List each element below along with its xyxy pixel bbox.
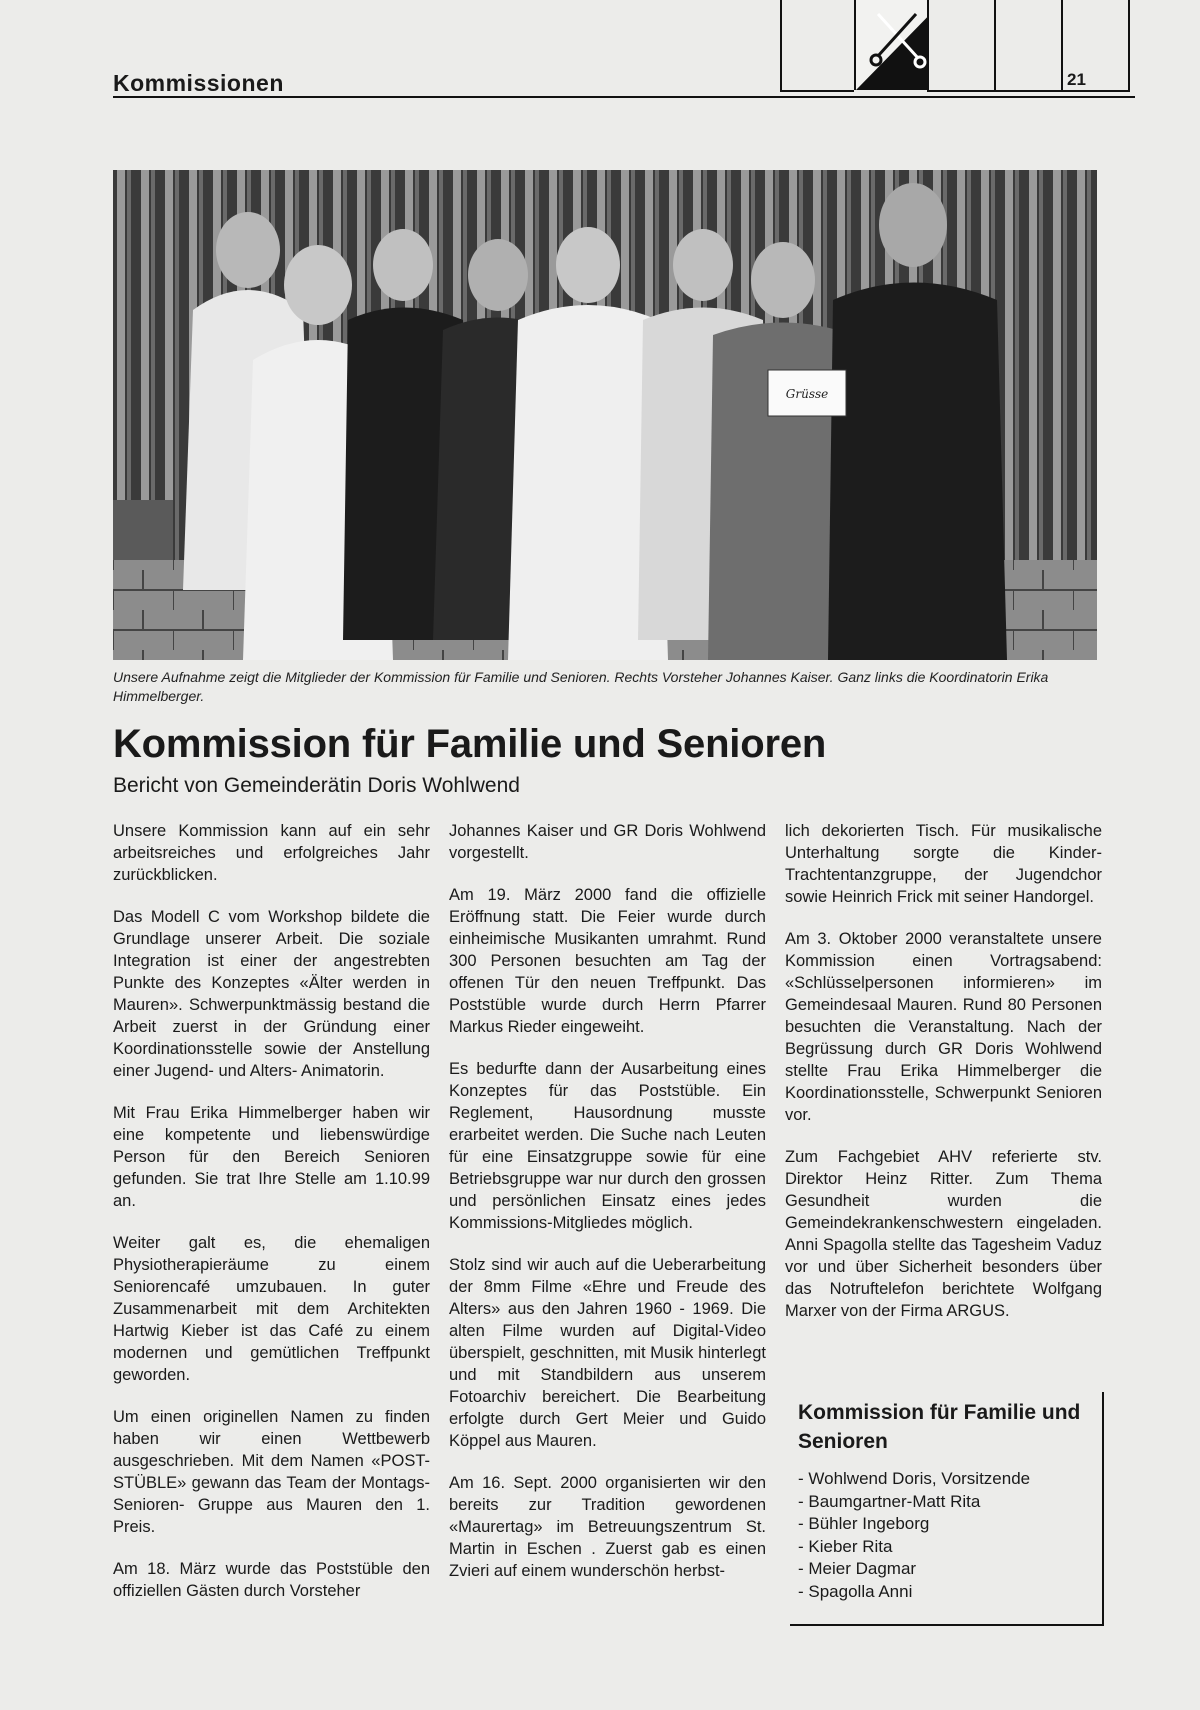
paragraph: Das Modell C vom Workshop bildete die Grundlage unserer Arbeit. Die soziale Integration ist einer der angestrebten Punkte des Konzeptes «Älter werden in Mauren». Schwerpunktmässig bestand die Arbeit zuerst in der Gründung einer Koordinationsstelle sowie der Anstellung einer Jugend- und Alters- Animatorin.	[113, 908, 430, 1080]
paragraph: Am 3. Oktober 2000 veranstaltete unsere Kommission einen Vortragsabend: «Schlüsselpersonen informieren» im Gemeindesaal Mauren. Rund 80 Personen besuchten die Veranstaltung. Nach der Begrüssung durch GR Doris Wohlwend stellte Frau Erika Himmelberger die Koordinationsstelle, Schwerpunkt Senioren vor.	[785, 930, 1102, 1124]
article-title: Kommission für Familie und Senioren	[113, 722, 827, 766]
text-column-3	[785, 820, 1102, 1342]
header-box	[994, 0, 1061, 92]
text-column-2	[449, 820, 766, 1602]
paragraph: Stolz sind wir auch auf die Ueberarbeitung der 8mm Filme «Ehre und Freude des Alters» aus den Jahren 1960 - 1969. Die alten Filme wurden auf Digital-Video überspielt, geschnitten, mit Musik hinterlegt und mit Standbildern aus unserem Fotoarchiv bereichert. Die Bearbeitung erfolgte durch Gert Meier und Guido Köppel aus Mauren.	[449, 1256, 766, 1450]
member-item: - Meier Dagmar	[798, 1559, 917, 1578]
text-column-1	[113, 820, 430, 1622]
header-box	[780, 0, 854, 92]
paragraph: Es bedurfte dann der Ausarbeitung eines Konzeptes für das Poststüble. Ein Reglement, Hausordnung musste erarbeitet werden. Die Suche nach Leuten für eine Einsatzgruppe sowie für eine Betriebsgruppe war nur durch den grossen und persönlichen Einsatz eines jedes Kommissions-Mitgliedes möglich.	[449, 1060, 766, 1232]
paragraph: Zum Fachgebiet AHV referierte stv. Direktor Heinz Ritter. Zum Thema Gesundheit wurden die Gemeindekrankenschwestern eingeladen. Anni Spagolla stellte das Tagesheim Vaduz vor und über Sicherheit besonders über das Notruftelefon berichtete Wolfgang Marxer von der Firma ARGUS.	[785, 1148, 1102, 1320]
coat-of-arms-logo	[854, 0, 928, 90]
member-item: - Wohlwend Doris, Vorsitzende	[798, 1469, 1031, 1488]
paragraph: Am 19. März 2000 fand die offizielle Eröffnung statt. Die Feier wurde durch einheimische Musikanten umrahmt. Rund 300 Personen besuchten am Tag der offenen Tür den neuen Treffpunkt. Das Poststüble wurde durch Herrn Pfarrer Markus Rieder eingeweiht.	[449, 886, 766, 1036]
page-number: 21	[1067, 70, 1086, 89]
member-item: - Spagolla Anni	[798, 1581, 913, 1601]
article-subtitle: Bericht von Gemeinderätin Doris Wohlwend	[113, 774, 520, 797]
photo-caption: Unsere Aufnahme zeigt die Mitglieder der Kommission für Familie und Senioren. Rechts Vorsteher Johannes Kaiser. Ganz links die Koordinatorin Erika Himmelberger.	[113, 669, 1049, 704]
section-label: Kommissionen	[113, 70, 284, 96]
paragraph: Johannes Kaiser und GR Doris Wohlwend vorgestellt.	[449, 822, 766, 862]
members-box-title: Kommission für Familie und Senioren	[798, 1401, 1081, 1453]
members-list	[798, 1468, 1102, 1603]
member-item: - Baumgartner-Matt Rita	[798, 1491, 981, 1511]
header-rule	[113, 96, 1135, 98]
paragraph: lich dekorierten Tisch. Für musikalische Unterhaltung sorgte die Kinder-Trachtentanzgruppe, der Jugendchor sowie Heinrich Frick mit seiner Handorgel.	[785, 822, 1102, 906]
members-box	[790, 1392, 1104, 1626]
member-item: - Bühler Ingeborg	[798, 1514, 930, 1533]
header-box	[927, 0, 994, 92]
paragraph: Um einen originellen Namen zu finden haben wir einen Wettbewerb ausgeschrieben. Mit dem Namen «POST-STÜBLE» gewann das Team der Montags- Senioren- Gruppe aus Mauren den 1. Preis.	[113, 1408, 430, 1536]
member-item: - Kieber Rita	[798, 1536, 893, 1556]
paragraph: Unsere Kommission kann auf ein sehr arbeitsreiches und erfolgreiches Jahr zurückblicken.	[113, 822, 430, 884]
paragraph: Am 16. Sept. 2000 organisierten wir den bereits zur Tradition gewordenen «Maurertag» im Betreuungszentrum St. Martin in Eschen . Zuerst gab es einen Zvieri auf einem wunderschön herbst-	[449, 1474, 766, 1580]
group-photo	[113, 170, 1097, 660]
paragraph: Am 18. März wurde das Poststüble den offiziellen Gästen durch Vorsteher	[113, 1560, 430, 1600]
paragraph: Mit Frau Erika Himmelberger haben wir eine kompetente und liebenswürdige Person für den Bereich Senioren gefunden. Sie trat Ihre Stelle am 1.10.99 an.	[113, 1104, 430, 1210]
svg-text:Grüsse: Grüsse	[785, 387, 829, 401]
paragraph: Weiter galt es, die ehemaligen Physiotherapieräume zu einem Seniorencafé umzubauen. In guter Zusammenarbeit mit dem Architekten Hartwig Kieber ist das Café zu einem modernen und gemütlichen Treffpunkt geworden.	[113, 1234, 430, 1384]
